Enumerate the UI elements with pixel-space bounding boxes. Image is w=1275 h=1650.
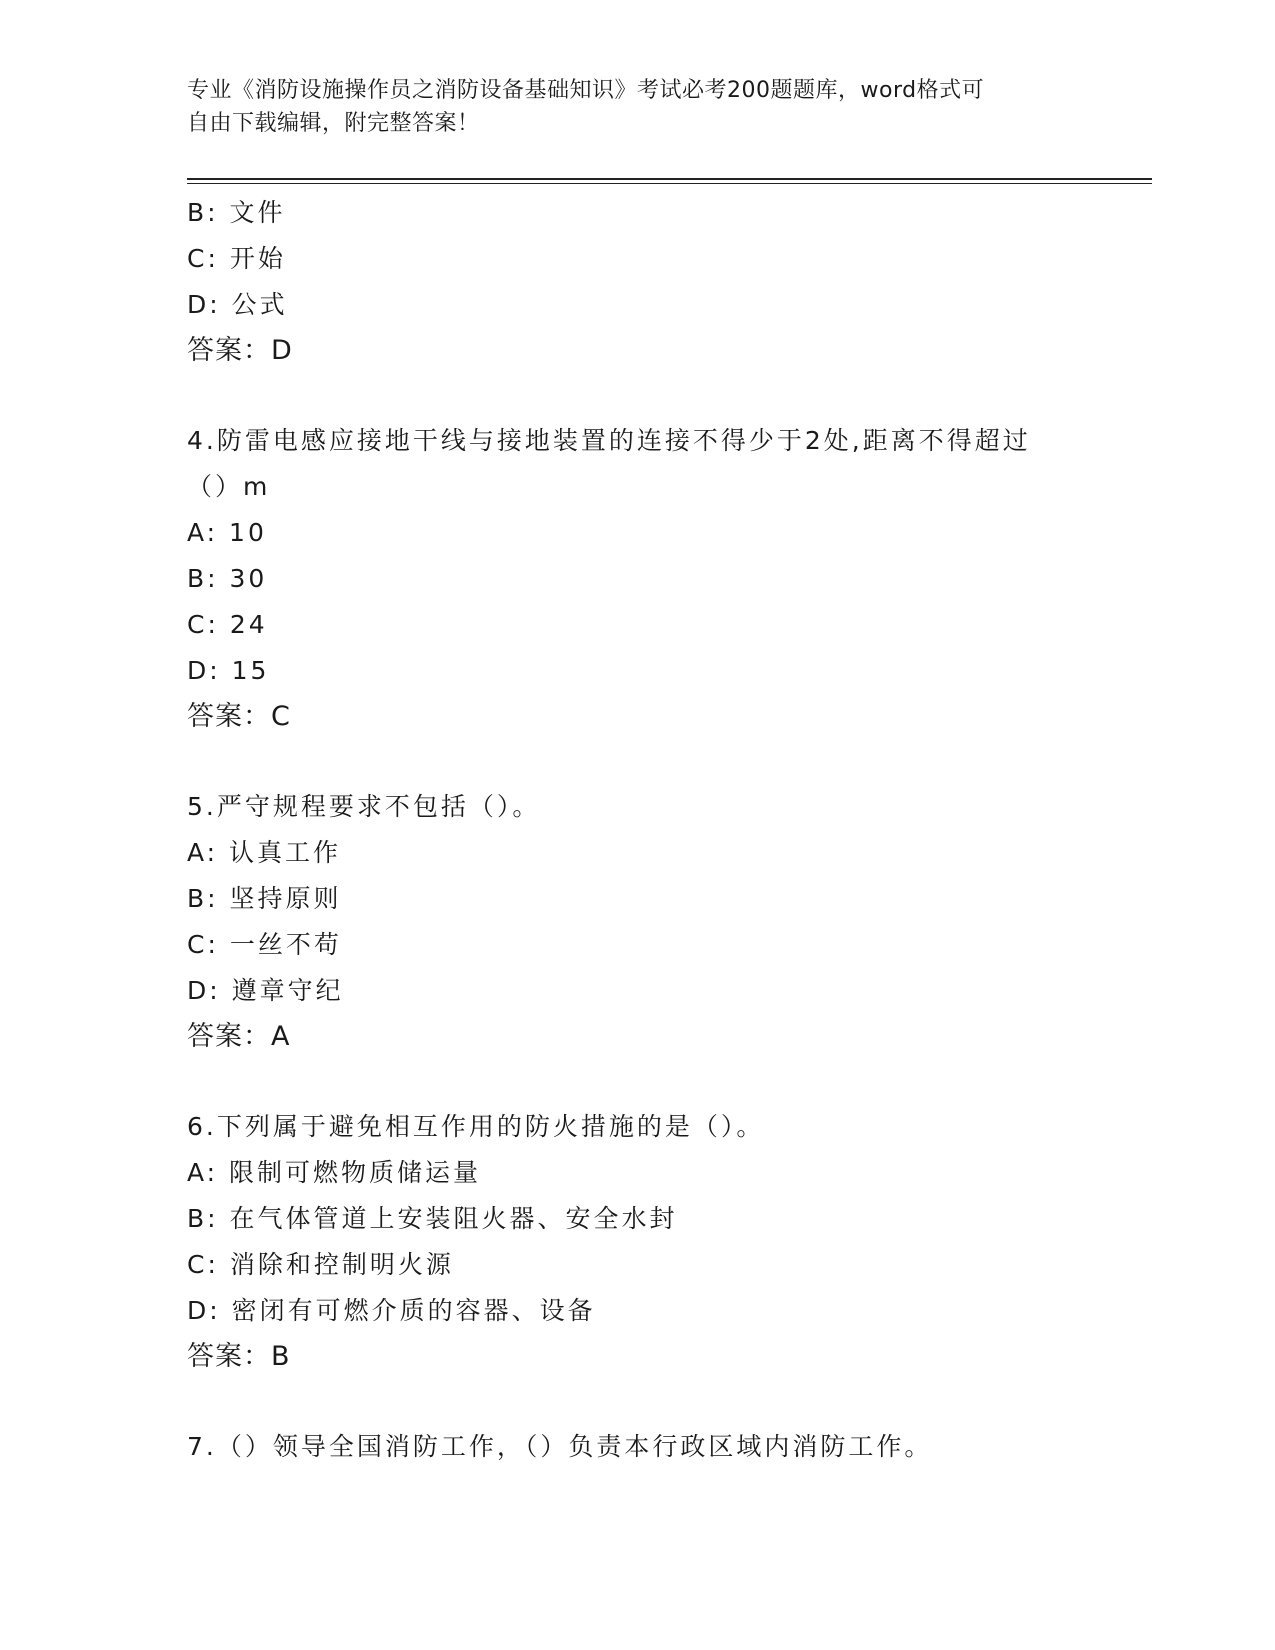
option-d: D: 遵章守纪	[187, 976, 344, 1005]
answer: 答案：A	[187, 1021, 291, 1052]
option-a: A: 10	[187, 518, 267, 547]
answer: 答案：D	[187, 335, 293, 366]
header-line-1: 专业《消防设施操作员之消防设备基础知识》考试必考200题题库，word格式可	[187, 78, 985, 103]
answer: 答案：C	[187, 701, 291, 732]
option-d: D: 密闭有可燃介质的容器、设备	[187, 1296, 596, 1325]
question-7	[187, 1424, 1152, 1470]
option-a: A: 限制可燃物质储运量	[187, 1158, 482, 1187]
option-c: C: 24	[187, 610, 268, 639]
option-b: B: 坚持原则	[187, 884, 342, 913]
header-rule-thick	[187, 178, 1152, 180]
question-content	[187, 190, 1152, 1470]
option-c: C: 消除和控制明火源	[187, 1250, 454, 1279]
question-stem-continued: （）m	[187, 472, 271, 501]
option-d: D: 15	[187, 656, 270, 685]
header-rule-thin	[187, 183, 1152, 184]
question-stem: 6.下列属于避免相互作用的防火措施的是（）。	[187, 1112, 765, 1141]
question-stem: 4.防雷电感应接地干线与接地装置的连接不得少于2处,距离不得超过	[187, 426, 1031, 455]
question-5	[187, 784, 1152, 1060]
option-b: B: 在气体管道上安装阻火器、安全水封	[187, 1204, 678, 1233]
answer: 答案：B	[187, 1341, 291, 1372]
question-3	[187, 190, 1152, 374]
question-4	[187, 418, 1152, 740]
question-stem: 7.（）领导全国消防工作，（）负责本行政区域内消防工作。	[187, 1432, 933, 1461]
option-c: C: 开始	[187, 244, 286, 273]
option-d: D: 公式	[187, 290, 288, 319]
question-6	[187, 1104, 1152, 1380]
question-stem: 5.严守规程要求不包括（）。	[187, 792, 541, 821]
option-b: B: 30	[187, 564, 268, 593]
document-header	[187, 74, 1087, 140]
option-b: B: 文件	[187, 198, 286, 227]
header-line-2: 自由下载编辑，附完整答案！	[187, 111, 480, 136]
option-a: A: 认真工作	[187, 838, 342, 867]
option-c: C: 一丝不苟	[187, 930, 342, 959]
